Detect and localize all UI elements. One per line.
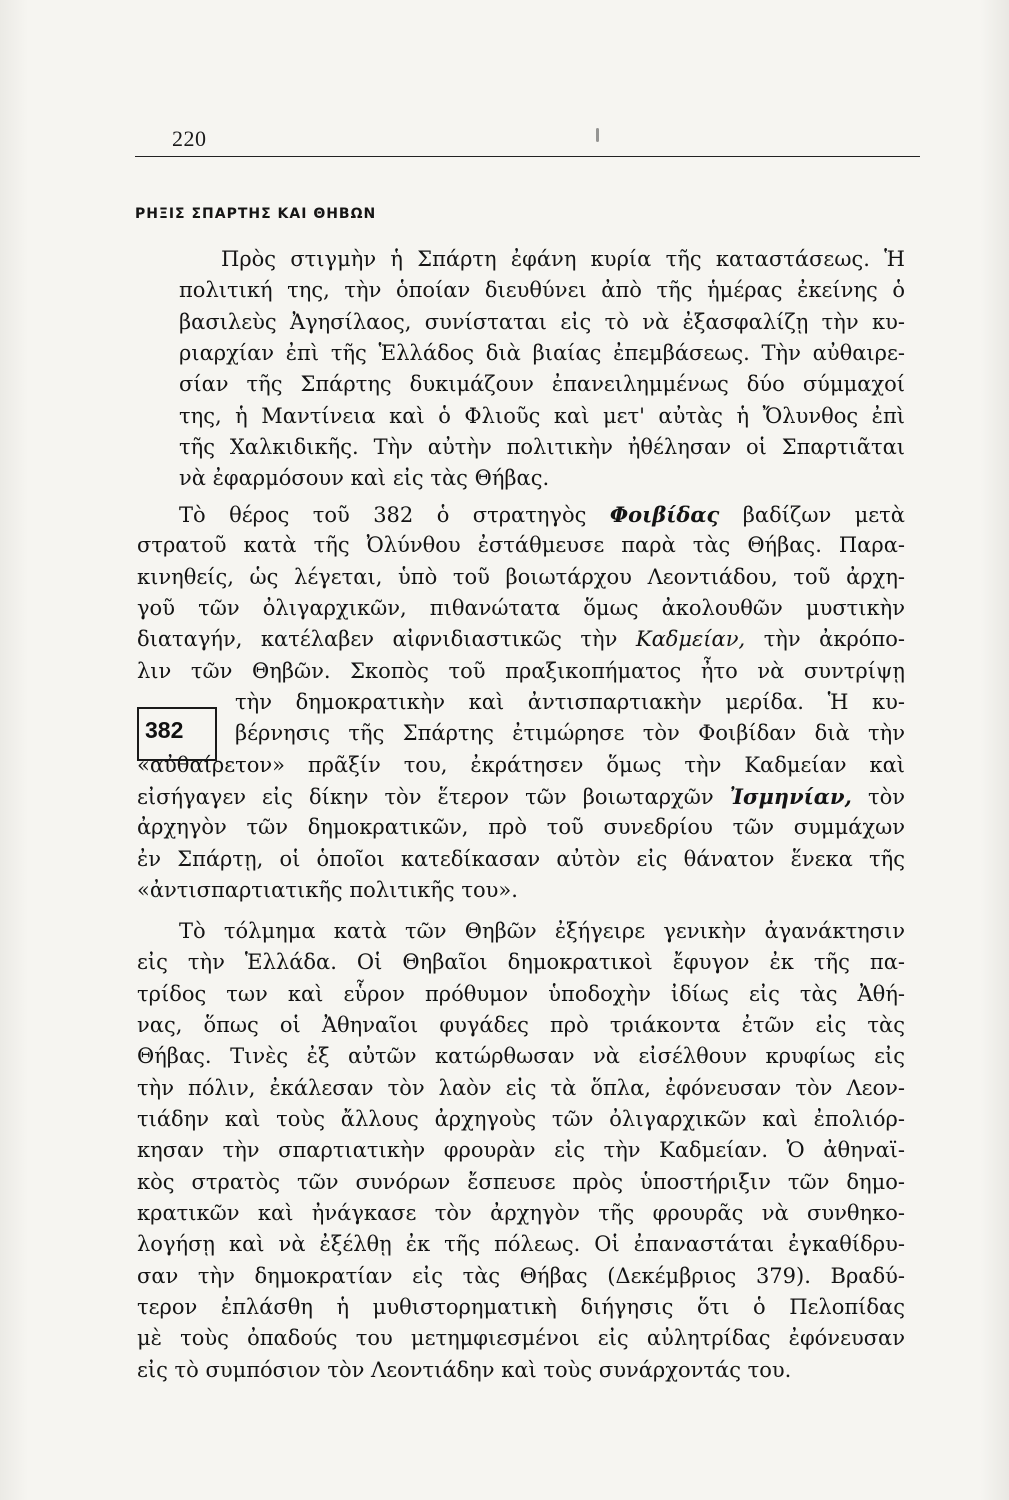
text-line: κὸς στρατὸς τῶν συνόρων ἔσπευσε πρὸς ὑποστήριξιν τῶν δημο- — [137, 1169, 905, 1194]
text-line: ριαρχίαν ἐπὶ τῆς Ἑλλάδος διὰ βιαίας ἐπεμβάσεως. Τὴν αὐθαιρε- — [179, 341, 905, 366]
text-line: κρατικῶν καὶ ἠνάγκασε τὸν ἀρχηγὸν τῆς φρουρᾶς νὰ συνθηκο- — [137, 1201, 905, 1226]
place-name-kadmeia: Καδμείαν, — [635, 627, 746, 652]
paragraph-3 — [137, 916, 905, 1386]
margin-year-box — [137, 707, 217, 761]
text-line: τὴν πόλιν, ἐκάλεσαν τὸν λαὸν εἰς τὰ ὅπλα, ἐφόνευσαν τὸν Λεον- — [137, 1075, 905, 1100]
text-line — [137, 499, 905, 530]
text-line: εἰς τὸ συμπόσιον τὸν Λεοντιάδην καὶ τοὺς συνάρχοντάς του. — [137, 1357, 792, 1382]
text-line: βασιλεὺς Ἀγησίλαος, συνίσταται εἰς τὸ νὰ ἐξασφαλίζῃ τὴν κυ- — [179, 309, 905, 334]
text-line: πολιτική της, τὴν ὁποίαν διευθύνει ἀπὸ τῆς ἡμέρας ἐκείνης ὁ — [179, 278, 905, 303]
section-title: ΡΗΞΙΣ ΣΠΑΡΤΗΣ ΚΑΙ ΘΗΒΩΝ — [135, 206, 377, 222]
text-fragment: τὸν — [867, 785, 905, 810]
text-line: νὰ ἐφαρμόσουν καὶ εἰς τὰς Θήβας. — [179, 466, 550, 491]
text-line: «αὐθαίρετον» πρᾶξίν του, ἐκράτησεν ὅμως τὴν Καδμείαν καὶ — [137, 752, 905, 777]
text-fragment: διαταγήν, κατέλαβεν αἰφνιδιαστικῶς τὴν — [137, 627, 618, 652]
text-fragment: εἰσήγαγεν εἰς δίκην τὸν ἕτερον τῶν βοιωταρχῶν — [137, 785, 714, 810]
text-fragment: βαδίζων μετὰ — [742, 503, 905, 527]
print-speck — [596, 128, 599, 142]
text-fragment: τὴν ἀκρόπο- — [763, 627, 905, 652]
text-line: ἀρχηγὸν τῶν δημοκρατικῶν, πρὸ τοῦ συνεδρίου τῶν συμμάχων — [137, 815, 905, 840]
margin-year-label: 382 — [145, 717, 184, 743]
text-line: νας, ὅπως οἱ Ἀθηναῖοι φυγάδες πρὸ τριάκοντα ἐτῶν εἰς τὰς — [137, 1013, 905, 1038]
text-line: «ἀντισπαρτιατικῆς πολιτικῆς του». — [137, 878, 518, 903]
paragraph-2 — [137, 499, 905, 906]
text-line: τρίδος των καὶ εὗρον πρόθυμον ὑποδοχὴν ἰδίως εἰς τὰς Ἀθή- — [137, 981, 905, 1006]
text-line: σαν τὴν δημοκρατίαν εἰς τὰς Θήβας (Δεκέμβριος 379). Βραδύ- — [137, 1263, 905, 1288]
text-line: τὴν δημοκρατικὴν καὶ ἀντισπαρτιακὴν μερίδα. Ἡ κυ- — [235, 690, 905, 715]
text-fragment: Τὸ θέρος τοῦ 382 ὁ στρατηγὸς — [179, 503, 587, 527]
header-rule — [135, 156, 920, 157]
text-line: κινηθείς, ὡς λέγεται, ὑπὸ τοῦ βοιωτάρχου Λεοντιάδου, τοῦ ἀρχη- — [137, 564, 905, 589]
text-line: Θήβας. Τινὲς ἐξ αὐτῶν κατώρθωσαν νὰ εἰσέλθουν κρυφίως εἰς — [137, 1044, 905, 1069]
text-line: ἐν Σπάρτῃ, οἱ ὁποῖοι κατεδίκασαν αὐτὸν εἰς θάνατον ἕνεκα τῆς — [137, 846, 905, 871]
text-line: γοῦ τῶν ὀλιγαρχικῶν, πιθανώτατα ὅμως ἀκολουθῶν μυστικὴν — [137, 596, 905, 621]
text-line: βέρνησις τῆς Σπάρτης ἐτιμώρησε τὸν Φοιβίδαν διὰ τὴν — [235, 721, 905, 746]
text-line — [137, 781, 905, 812]
text-line: τερον ἐπλάσθη ἡ μυθιστορηματικὴ διήγησις ὅτι ὁ Πελοπίδας — [137, 1295, 905, 1320]
text-line: λογήσῃ καὶ νὰ ἐξέλθῃ ἐκ τῆς πόλεως. Οἱ ἐπαναστάται ἐγκαθίδρυ- — [137, 1232, 905, 1257]
paragraph-1 — [137, 244, 905, 495]
page-number: 220 — [172, 126, 207, 151]
text-line: της, ἡ Μαντίνεια καὶ ὁ Φλιοῦς καὶ μετ' αὐτὰς ἡ Ὄλυνθος ἐπὶ — [179, 403, 905, 428]
text-line: λιν τῶν Θηβῶν. Σκοπὸς τοῦ πραξικοπήματος ἦτο νὰ συντρίψῃ — [137, 658, 905, 683]
text-line: τῆς Χαλκιδικῆς. Τὴν αὐτὴν πολιτικὴν ἠθέλησαν οἱ Σπαρτιᾶται — [179, 435, 905, 460]
text-line: κησαν τὴν σπαρτιατικὴν φρουρὰν εἰς τὴν Καδμείαν. Ὁ ἀθηναϊ- — [137, 1138, 905, 1163]
text-line — [137, 624, 905, 655]
text-line: Τὸ τόλμημα κατὰ τῶν Θηβῶν ἐξήγειρε γενικὴν ἀγανάκτησιν — [179, 919, 905, 943]
text-line: μὲ τοὺς ὀπαδούς του μετημφιεσμένοι εἰς αὐλητρίδας ἐφόνευσαν — [137, 1326, 905, 1351]
person-name-phoebidas: Φοιβίδας — [609, 502, 720, 527]
person-name-ismenias: Ἰσμηνίαν, — [729, 784, 852, 810]
text-line: τιάδην καὶ τοὺς ἄλλους ἀρχηγοὺς τῶν ὀλιγαρχικῶν καὶ ἐπολιόρ- — [137, 1107, 905, 1132]
text-line: σίαν τῆς Σπάρτης δυκιμάζουν ἐπανειλημμένως δύο σύμμαχοί — [179, 372, 905, 397]
text-line: εἰς τὴν Ἑλλάδα. Οἱ Θηβαῖοι δημοκρατικοὶ ἔφυγον ἐκ τῆς πα- — [137, 950, 905, 975]
text-line: στρατοῦ κατὰ τῆς Ὀλύνθου ἐστάθμευσε παρὰ τὰς Θήβας. Παρα- — [137, 533, 905, 558]
text-line: Πρὸς στιγμὴν ἡ Σπάρτη ἐφάνη κυρία τῆς καταστάσεως. Ἡ — [221, 247, 905, 271]
